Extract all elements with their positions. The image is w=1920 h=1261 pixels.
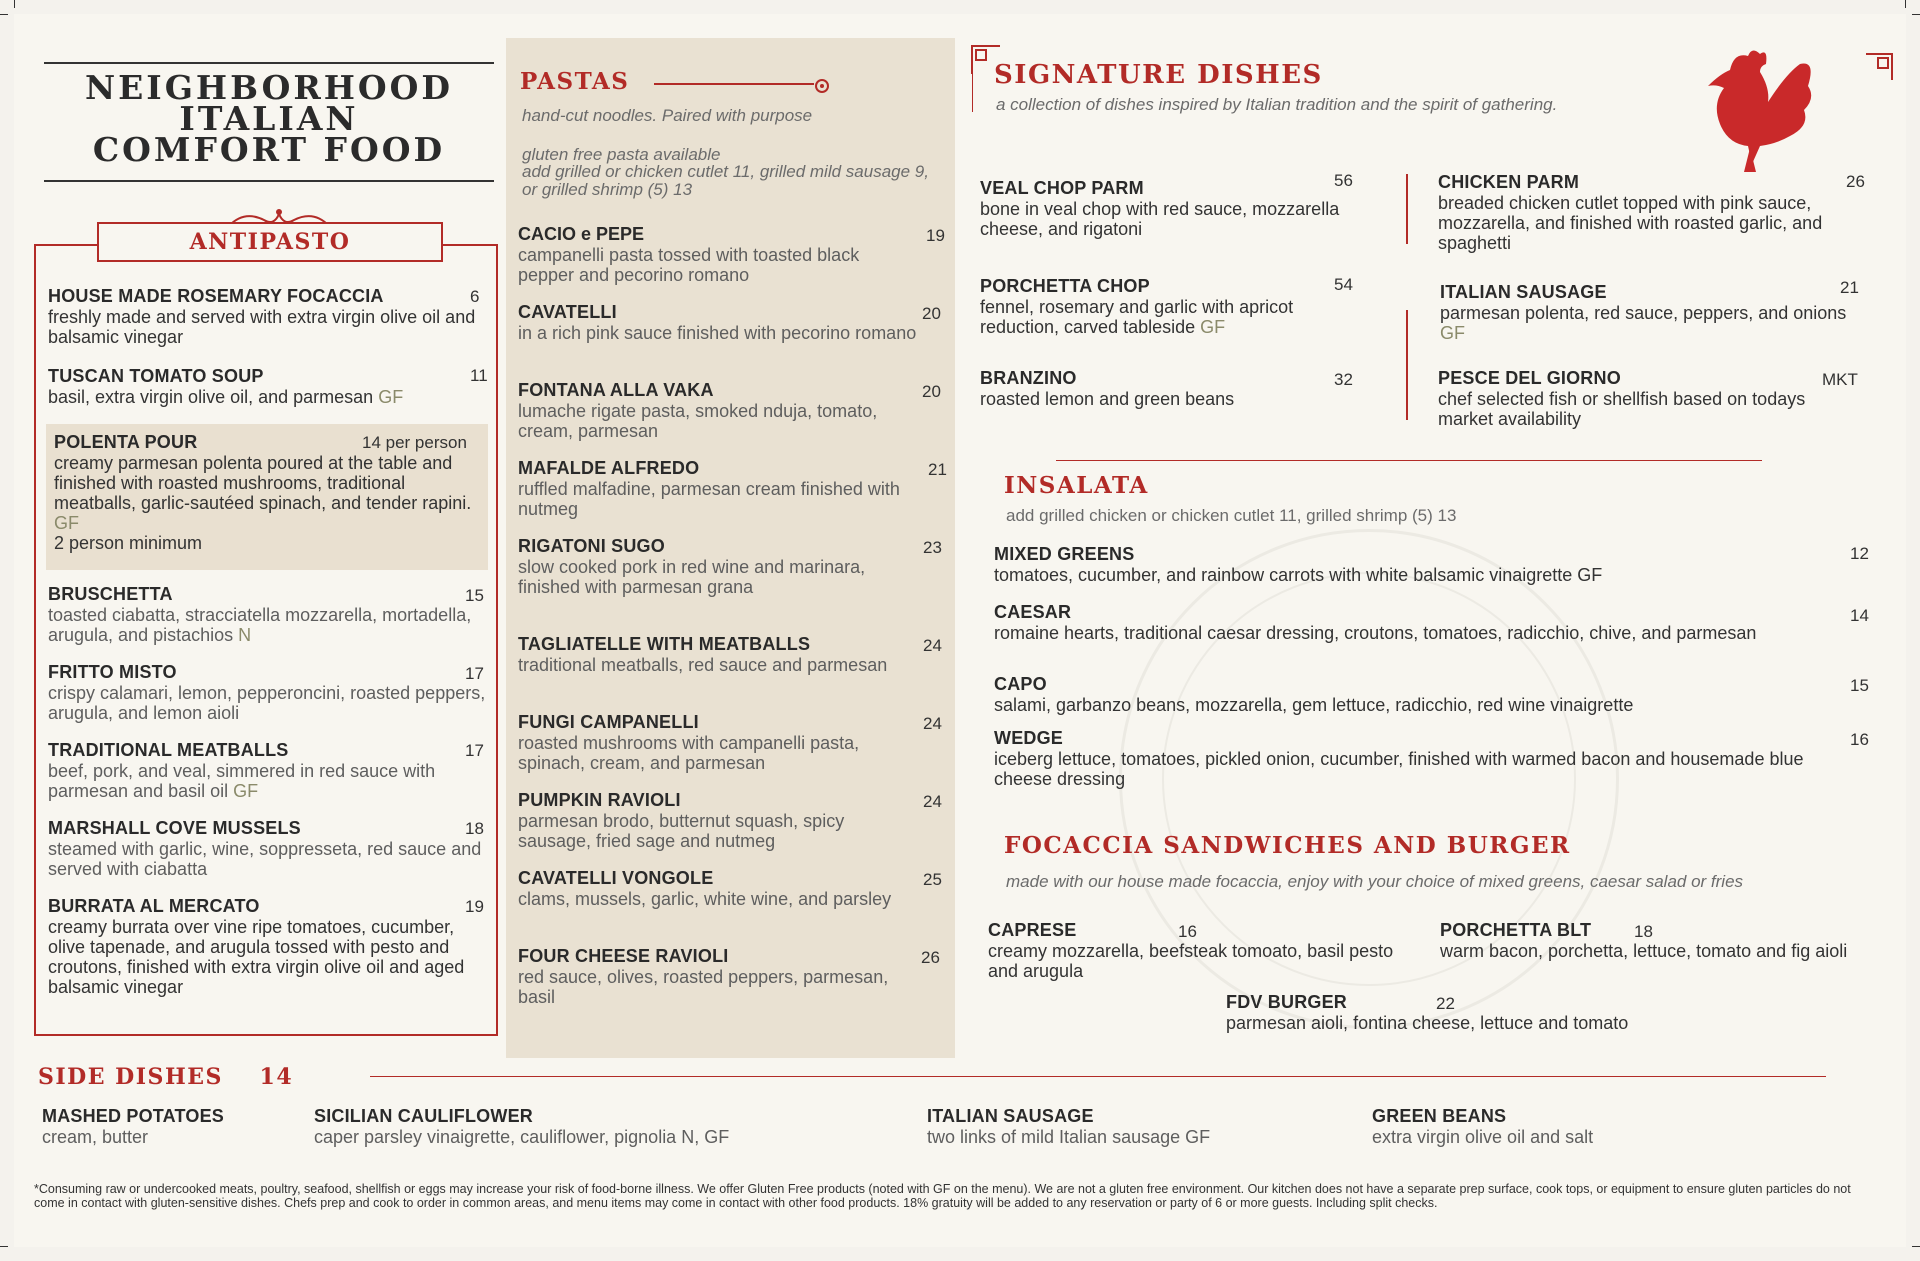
item-price: 19 bbox=[926, 226, 945, 245]
crop-mark bbox=[1912, 14, 1920, 15]
rooster-logo-icon bbox=[1690, 40, 1820, 180]
item-price: 32 bbox=[1334, 370, 1353, 389]
sides-rule bbox=[370, 1076, 1826, 1077]
signature-divider bbox=[1406, 174, 1408, 244]
insalata-top-rule bbox=[1056, 460, 1762, 461]
item-price: 12 bbox=[1850, 544, 1869, 563]
item-price: 14 bbox=[1850, 606, 1869, 625]
item-price: 23 bbox=[923, 538, 942, 557]
menu-page bbox=[14, 14, 1906, 1247]
antipasto-item: MARSHALL COVE MUSSELS steamed with garlic, wine, soppresseta, red sauce and served with ciabatta bbox=[48, 818, 482, 879]
item-price: 17 bbox=[465, 664, 484, 683]
salad-item: CAPO salami, garbanzo beans, mozzarella, gem lettuce, radicchio, red wine vinaigrette bbox=[994, 674, 1634, 715]
sandwich-item: PORCHETTA BLT warm bacon, porchetta, lettuce, tomato and fig aioli bbox=[1440, 920, 1848, 961]
antipasto-item: FRITTO MISTO crispy calamari, lemon, pepperoncini, roasted peppers, arugula, and lemon aioli bbox=[48, 662, 486, 723]
title-line-3: COMFORT FOOD bbox=[92, 130, 446, 169]
sides-heading: SIDE DISHES 14 bbox=[38, 1064, 294, 1090]
signature-left-rule bbox=[972, 54, 973, 112]
item-price: 11 bbox=[470, 366, 488, 385]
pastas-note-addons: add grilled or chicken cutlet 11, grilled mild sausage 9, or grilled shrimp (5) 13 bbox=[522, 162, 929, 199]
antipasto-item: TUSCAN TOMATO SOUP basil, extra virgin olive oil, and parmesan GF bbox=[48, 366, 404, 407]
sandwich-item: CAPRESE creamy mozzarella, beefsteak tomoato, basil pesto and arugula bbox=[988, 920, 1394, 981]
pasta-item: MAFALDE ALFREDO ruffled malfadine, parmesan cream finished with nutmeg bbox=[518, 458, 900, 519]
pasta-item: PUMPKIN RAVIOLI parmesan brodo, butternut squash, spicy sausage, fried sage and nutmeg bbox=[518, 790, 845, 851]
salad-item: WEDGE iceberg lettuce, tomatoes, pickled onion, cucumber, finished with warmed bacon and housemade blue cheese dressing bbox=[994, 728, 1804, 789]
item-price: 6 bbox=[470, 287, 480, 306]
antipasto-heading: ANTIPASTO bbox=[97, 222, 443, 262]
item-price: 15 bbox=[1850, 676, 1869, 695]
item-price: 16 bbox=[1178, 922, 1197, 941]
allergen-footnote: *Consuming raw or undercooked meats, poultry, seafood, shellfish or eggs may increase your risk of food-borne illness. We offer Gluten Free products (noted with GF on the menu). We are not a gluten free environment. Our kitchen does not have a separate prep surface, cook tops, or equipment to ensure gluten particles do not come in contact with gluten-sensitive dishes. Chefs prep and cook to order in common areas, and menu items may come in contact with other food products. 18% gratuity will be added to any reservation or party of 6 or more guests. Including split checks. bbox=[34, 1182, 1851, 1210]
signature-item: CHICKEN PARM breaded chicken cutlet topped with pink sauce, mozzarella, and finished with roasted garlic, and spaghetti bbox=[1438, 172, 1823, 253]
item-price: 18 bbox=[1634, 922, 1653, 941]
antipasto-item: BURRATA AL MERCATO creamy burrata over vine ripe tomatoes, cucumber, olive tapenade, and arugula tossed with pesto and croutons, finished with extra virgin olive oil and aged balsamic vinegar bbox=[48, 896, 465, 997]
title-top-rule bbox=[44, 62, 494, 64]
item-price: 21 bbox=[928, 460, 947, 479]
antipasto-item: HOUSE MADE ROSEMARY FOCACCIA freshly made and served with extra virgin olive oil and balsamic vinegar bbox=[48, 286, 476, 347]
item-price: 16 bbox=[1850, 730, 1869, 749]
item-price: MKT bbox=[1822, 370, 1858, 389]
crop-mark bbox=[0, 14, 8, 15]
pasta-item: TAGLIATELLE WITH MEATBALLS traditional meatballs, red sauce and parmesan bbox=[518, 634, 888, 675]
item-price: 26 bbox=[921, 948, 940, 967]
crop-mark bbox=[1912, 1246, 1920, 1247]
item-price: 56 bbox=[1334, 171, 1353, 190]
side-item: SICILIAN CAULIFLOWER caper parsley vinaigrette, cauliflower, pignolia N, GF bbox=[314, 1106, 730, 1147]
pasta-item: FONTANA ALLA VAKA lumache rigate pasta, smoked nduja, tomato, cream, parmesan bbox=[518, 380, 878, 441]
antipasto-item: TRADITIONAL MEATBALLS beef, pork, and veal, simmered in red sauce with parmesan and basil oil GF bbox=[48, 740, 436, 801]
side-item: ITALIAN SAUSAGE two links of mild Italian sausage GF bbox=[927, 1106, 1211, 1147]
crop-mark bbox=[1905, 0, 1906, 8]
title-line-2: ITALIAN bbox=[179, 99, 359, 138]
signature-item: BRANZINO roasted lemon and green beans bbox=[980, 368, 1235, 409]
item-price: 19 bbox=[465, 897, 484, 916]
sandwiches-heading: FOCACCIA SANDWICHES AND BURGER bbox=[1004, 832, 1571, 859]
title-bottom-rule bbox=[44, 180, 494, 182]
insalata-heading: INSALATA bbox=[1004, 472, 1149, 499]
restaurant-title bbox=[44, 68, 494, 169]
sandwich-item: FDV BURGER parmesan aioli, fontina cheese, lettuce and tomato bbox=[1226, 992, 1629, 1033]
pasta-item: FUNGI CAMPANELLI roasted mushrooms with campanelli pasta, spinach, cream, and parmesan bbox=[518, 712, 860, 773]
signature-item: PESCE DEL GIORNO chef selected fish or shellfish based on todays market availability bbox=[1438, 368, 1806, 429]
antipasto-item: POLENTA POUR creamy parmesan polenta poured at the table and finished with roasted mushrooms, traditional meatballs, garlic-sautéed spinach, and tender rapini. GF 2 person minimum bbox=[54, 432, 472, 553]
antipasto-item: BRUSCHETTA toasted ciabatta, stracciatella mozzarella, mortadella, arugula, and pistachios N bbox=[48, 584, 472, 645]
item-price: 20 bbox=[922, 382, 941, 401]
item-price: 54 bbox=[1334, 275, 1353, 294]
side-item: GREEN BEANS extra virgin olive oil and salt bbox=[1372, 1106, 1594, 1147]
item-price: 15 bbox=[465, 586, 484, 605]
pastas-subtitle: hand-cut noodles. Paired with purpose bbox=[522, 106, 813, 125]
item-price: 21 bbox=[1840, 278, 1859, 297]
corner-ornament-icon bbox=[1864, 52, 1894, 82]
side-item: MASHED POTATOES cream, butter bbox=[42, 1106, 225, 1147]
item-price: 24 bbox=[923, 636, 942, 655]
item-price: 18 bbox=[465, 819, 484, 838]
item-price: 20 bbox=[922, 304, 941, 323]
item-price: 22 bbox=[1436, 994, 1455, 1013]
crop-mark bbox=[14, 0, 15, 8]
insalata-subtitle: add grilled chicken or chicken cutlet 11, grilled shrimp (5) 13 bbox=[1006, 506, 1457, 525]
signature-item: ITALIAN SAUSAGE parmesan polenta, red sauce, peppers, and onions GF bbox=[1440, 282, 1847, 343]
salad-item: CAESAR romaine hearts, traditional caesar dressing, croutons, tomatoes, radicchio, chive, and parmesan bbox=[994, 602, 1757, 643]
pasta-item: RIGATONI SUGO slow cooked pork in red wine and marinara, finished with parmesan grana bbox=[518, 536, 866, 597]
salad-item: MIXED GREENS tomatoes, cucumber, and rainbow carrots with white balsamic vinaigrette GF bbox=[994, 544, 1603, 585]
signature-heading: SIGNATURE DISHES bbox=[994, 60, 1323, 90]
item-price: 24 bbox=[923, 714, 942, 733]
pasta-item: CAVATELLI VONGOLE clams, mussels, garlic, white wine, and parsley bbox=[518, 868, 892, 909]
scroll-ornament-icon bbox=[654, 76, 834, 96]
crop-mark bbox=[0, 1246, 8, 1247]
signature-divider bbox=[1406, 310, 1408, 420]
item-price: 24 bbox=[923, 792, 942, 811]
pasta-item: FOUR CHEESE RAVIOLI red sauce, olives, roasted peppers, parmesan, basil bbox=[518, 946, 889, 1007]
item-price: 14 per person bbox=[362, 433, 467, 452]
pastas-note-gf: gluten free pasta available bbox=[522, 145, 721, 164]
item-price: 17 bbox=[465, 741, 484, 760]
pasta-item: CAVATELLI in a rich pink sauce finished with pecorino romano bbox=[518, 302, 917, 343]
item-price: 26 bbox=[1846, 172, 1865, 191]
signature-item: PORCHETTA CHOP fennel, rosemary and garlic with apricot reduction, carved tableside GF bbox=[980, 276, 1294, 337]
item-price: 25 bbox=[923, 870, 942, 889]
pasta-item: CACIO e PEPE campanelli pasta tossed with toasted black pepper and pecorino romano bbox=[518, 224, 860, 285]
sides-price: 14 bbox=[259, 1064, 294, 1090]
sandwiches-subtitle: made with our house made focaccia, enjoy with your choice of mixed greens, caesar salad or fries bbox=[1006, 872, 1744, 891]
pastas-heading: PASTAS bbox=[520, 68, 630, 95]
signature-subtitle: a collection of dishes inspired by Italian tradition and the spirit of gathering. bbox=[996, 95, 1558, 114]
title-line-1: NEIGHBORHOOD bbox=[84, 68, 454, 107]
signature-item: VEAL CHOP PARM bone in veal chop with red sauce, mozzarella cheese, and rigatoni bbox=[980, 178, 1340, 239]
